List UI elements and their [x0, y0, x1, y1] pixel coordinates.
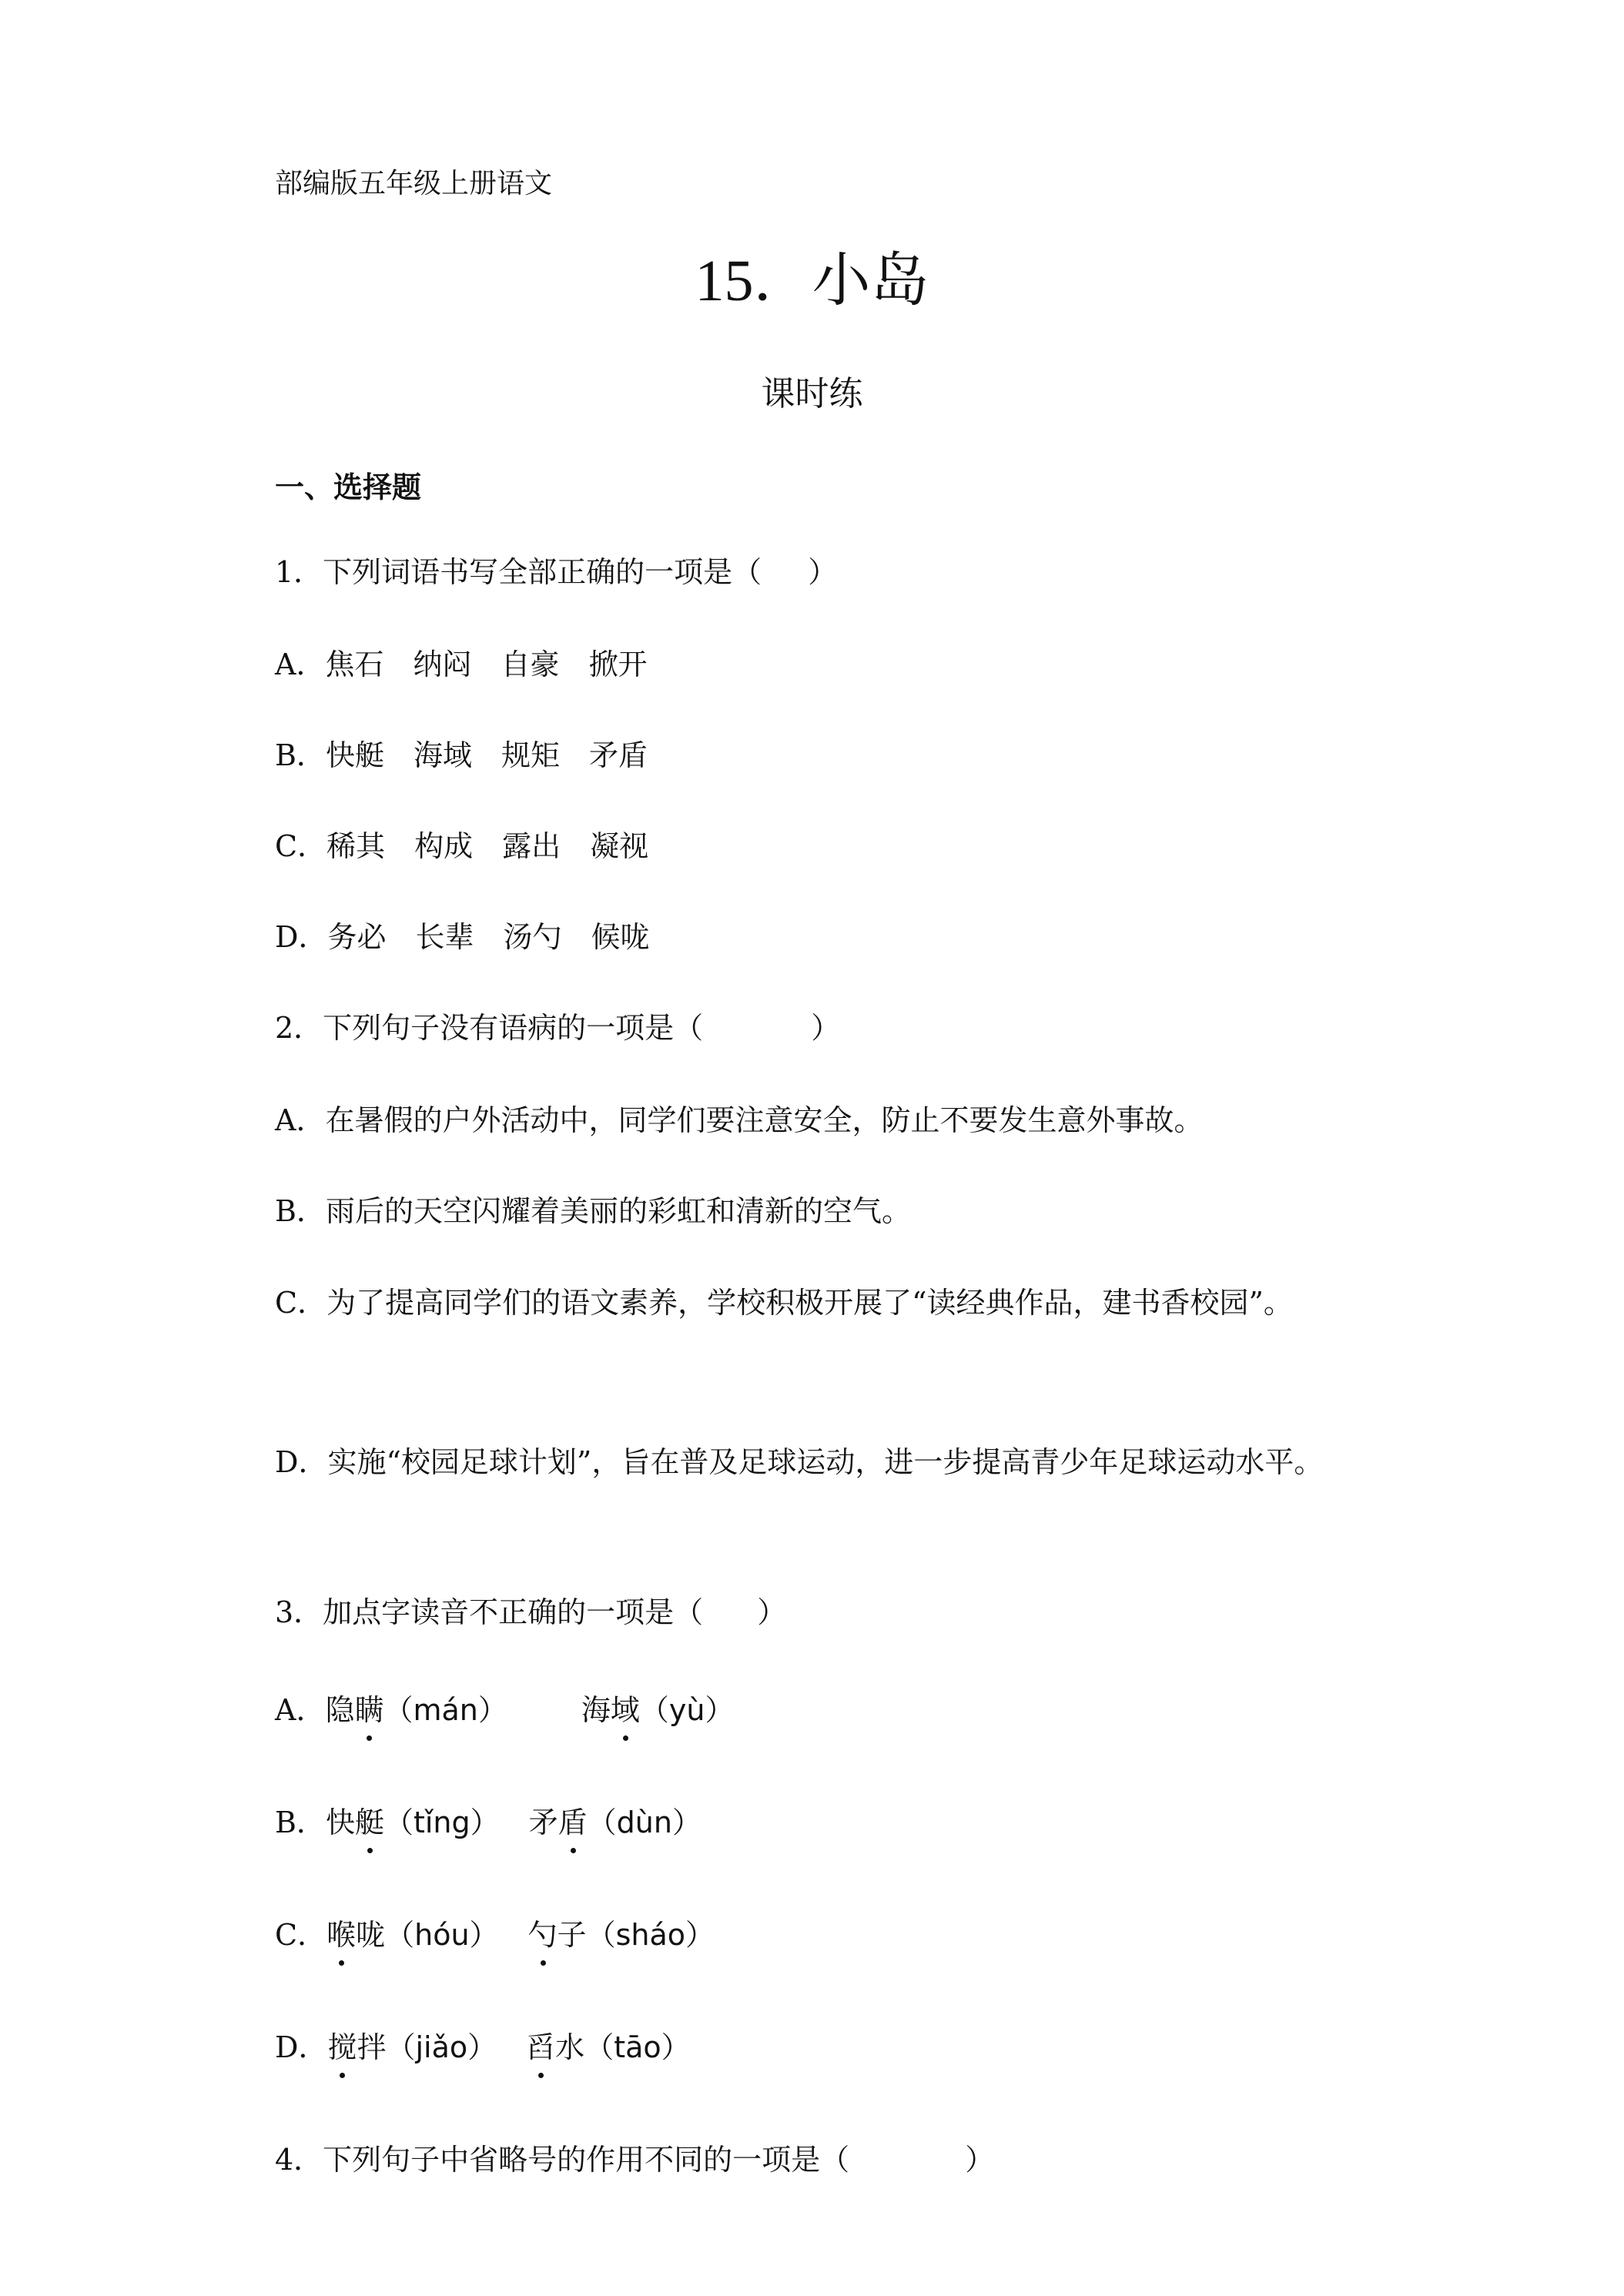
- question-1-option-a: A．焦石 纳闷 自豪 掀开: [275, 648, 648, 681]
- emphasis-dot-char: 喉: [326, 1913, 356, 1956]
- emphasis-dot-char: 舀: [526, 2026, 555, 2069]
- textbook-label: 部编版五年级上册语文: [275, 168, 553, 199]
- question-4-stem-close: ）: [965, 2143, 995, 2177]
- question-3-option-a: A．隐瞒（mán） 海域（yù）: [275, 1689, 734, 1732]
- emphasis-dot-char: 盾: [558, 1801, 588, 1844]
- question-2-option-b: B．雨后的天空闪耀着美丽的彩虹和清新的空气。: [275, 1194, 911, 1228]
- emphasis-dot-char: 域: [611, 1689, 640, 1732]
- question-1-stem-close: ）: [808, 555, 838, 589]
- emphasis-dot-char: 瞒: [354, 1689, 383, 1732]
- question-2-stem-text: 2．下列句子没有语病的一项是（: [275, 1011, 704, 1045]
- page-title: 15．小岛: [695, 249, 929, 313]
- emphasis-dot-char: 艇: [355, 1801, 384, 1844]
- page-subtitle: 课时练: [761, 374, 863, 413]
- emphasis-dot-char: 勺: [528, 1913, 558, 1956]
- section-heading: 一、选择题: [275, 470, 422, 504]
- question-2-option-a: A．在暑假的户外活动中，同学们要注意安全，防止不要发生意外事故。: [275, 1103, 1204, 1137]
- question-1-option-c: C．稀其 构成 露出 凝视: [275, 829, 649, 863]
- question-3-option-d: D．搅拌（jiǎo） 舀水（tāo）: [275, 2026, 691, 2069]
- question-1-stem-text: 1．下列词语书写全部正确的一项是（: [275, 555, 762, 589]
- question-4-stem-text: 4．下列句子中省略号的作用不同的一项是（: [275, 2143, 850, 2177]
- question-1-stem: [275, 551, 837, 594]
- question-3-stem: [275, 1591, 786, 1634]
- question-3-stem-close: ）: [757, 1595, 787, 1629]
- question-1-option-d: D．务必 长辈 汤勺 候咙: [275, 920, 650, 954]
- question-3-stem-text: 3．加点字读音不正确的一项是（: [275, 1595, 704, 1629]
- question-4-stem: [275, 2138, 994, 2181]
- question-2-option-c: C．为了提高同学们的语文素养，学校积极开展了“读经典作品，建书香校园”。: [275, 1286, 1293, 1320]
- question-2-stem-close: ）: [811, 1011, 841, 1045]
- question-2-stem: [275, 1006, 840, 1049]
- question-2-option-d: D．实施“校园足球计划”，旨在普及足球运动，进一步提高青少年足球运动水平。: [275, 1445, 1324, 1479]
- question-1-option-b: B．快艇 海域 规矩 矛盾: [275, 738, 648, 772]
- question-3-option-b: B．快艇（tǐng） 矛盾（dùn）: [275, 1801, 702, 1844]
- emphasis-dot-char: 搅: [327, 2026, 357, 2069]
- question-3-option-c: C．喉咙（hóu） 勺子（sháo）: [275, 1913, 715, 1956]
